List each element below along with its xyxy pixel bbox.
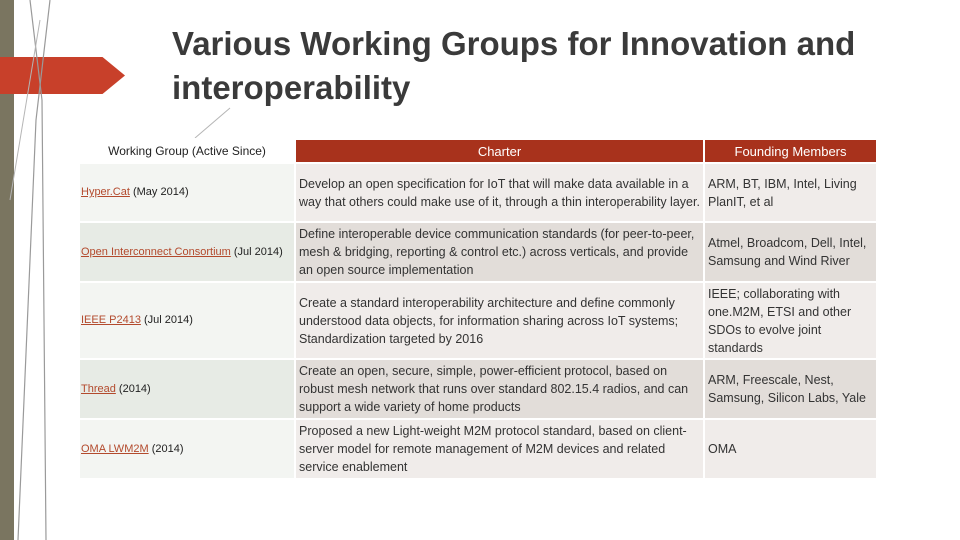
open-interconnect-consortium-link[interactable]: Open Interconnect Consortium: [81, 245, 231, 258]
working-group-cell: [79, 282, 295, 359]
header-founding-members: Founding Members: [704, 139, 877, 163]
table-row: [79, 222, 877, 282]
slide-title: Various Working Groups for Innovation and interoperability: [172, 25, 856, 106]
table-row: [79, 163, 877, 222]
charter-cell: Develop an open specification for IoT that will make data available in a way that others could make use of it, through a thin interoperability layer.: [295, 163, 704, 222]
charter-cell: Create an open, secure, simple, power-efficient protocol, based on robust mesh network that runs over standard 802.15.4 radios, and can support a wide variety of home products: [295, 359, 704, 419]
table-row: [79, 419, 877, 479]
table-row: [79, 359, 877, 419]
members-cell: ARM, Freescale, Nest, Samsung, Silicon Labs, Yale: [704, 359, 877, 419]
table-row: [79, 282, 877, 359]
group-since: (2014): [148, 442, 184, 455]
hypercat-link[interactable]: Hyper.Cat: [81, 186, 130, 198]
working-group-cell: [79, 419, 295, 479]
working-group-cell: [79, 163, 295, 222]
group-since: (May 2014): [129, 186, 189, 198]
group-since: (Jul 2014): [230, 245, 283, 258]
working-groups-table: [78, 138, 878, 480]
charter-cell: Create a standard interoperability architecture and define commonly understood data objects, for information sharing across IoT systems; Standardization targeted by 2016: [295, 282, 704, 359]
members-cell: Atmel, Broadcom, Dell, Intel, Samsung and Wind River: [704, 222, 877, 282]
group-since: (2014): [115, 382, 151, 395]
working-group-cell: [79, 359, 295, 419]
oma-lwm2m-link[interactable]: OMA LWM2M: [81, 442, 149, 455]
group-since: (Jul 2014): [140, 314, 193, 326]
members-cell: OMA: [704, 419, 877, 479]
charter-cell: Proposed a new Light-weight M2M protocol standard, based on client-server model for remote management of M2M devices and related service enablement: [295, 419, 704, 479]
thread-link[interactable]: Thread: [81, 382, 116, 395]
table-header-row: [79, 139, 877, 163]
charter-cell: Define interoperable device communication standards (for peer-to-peer, mesh & bridging, reporting & control etc.) across verticals, and provide an open source implementation: [295, 222, 704, 282]
working-group-cell: [79, 222, 295, 282]
members-cell: ARM, BT, IBM, Intel, Living PlanIT, et al: [704, 163, 877, 222]
members-cell: IEEE; collaborating with one.M2M, ETSI and other SDOs to evolve joint standards: [704, 282, 877, 359]
header-working-group: Working Group (Active Since): [79, 139, 295, 163]
ieee-p2413-link[interactable]: IEEE P2413: [81, 314, 141, 326]
header-charter: Charter: [295, 139, 704, 163]
